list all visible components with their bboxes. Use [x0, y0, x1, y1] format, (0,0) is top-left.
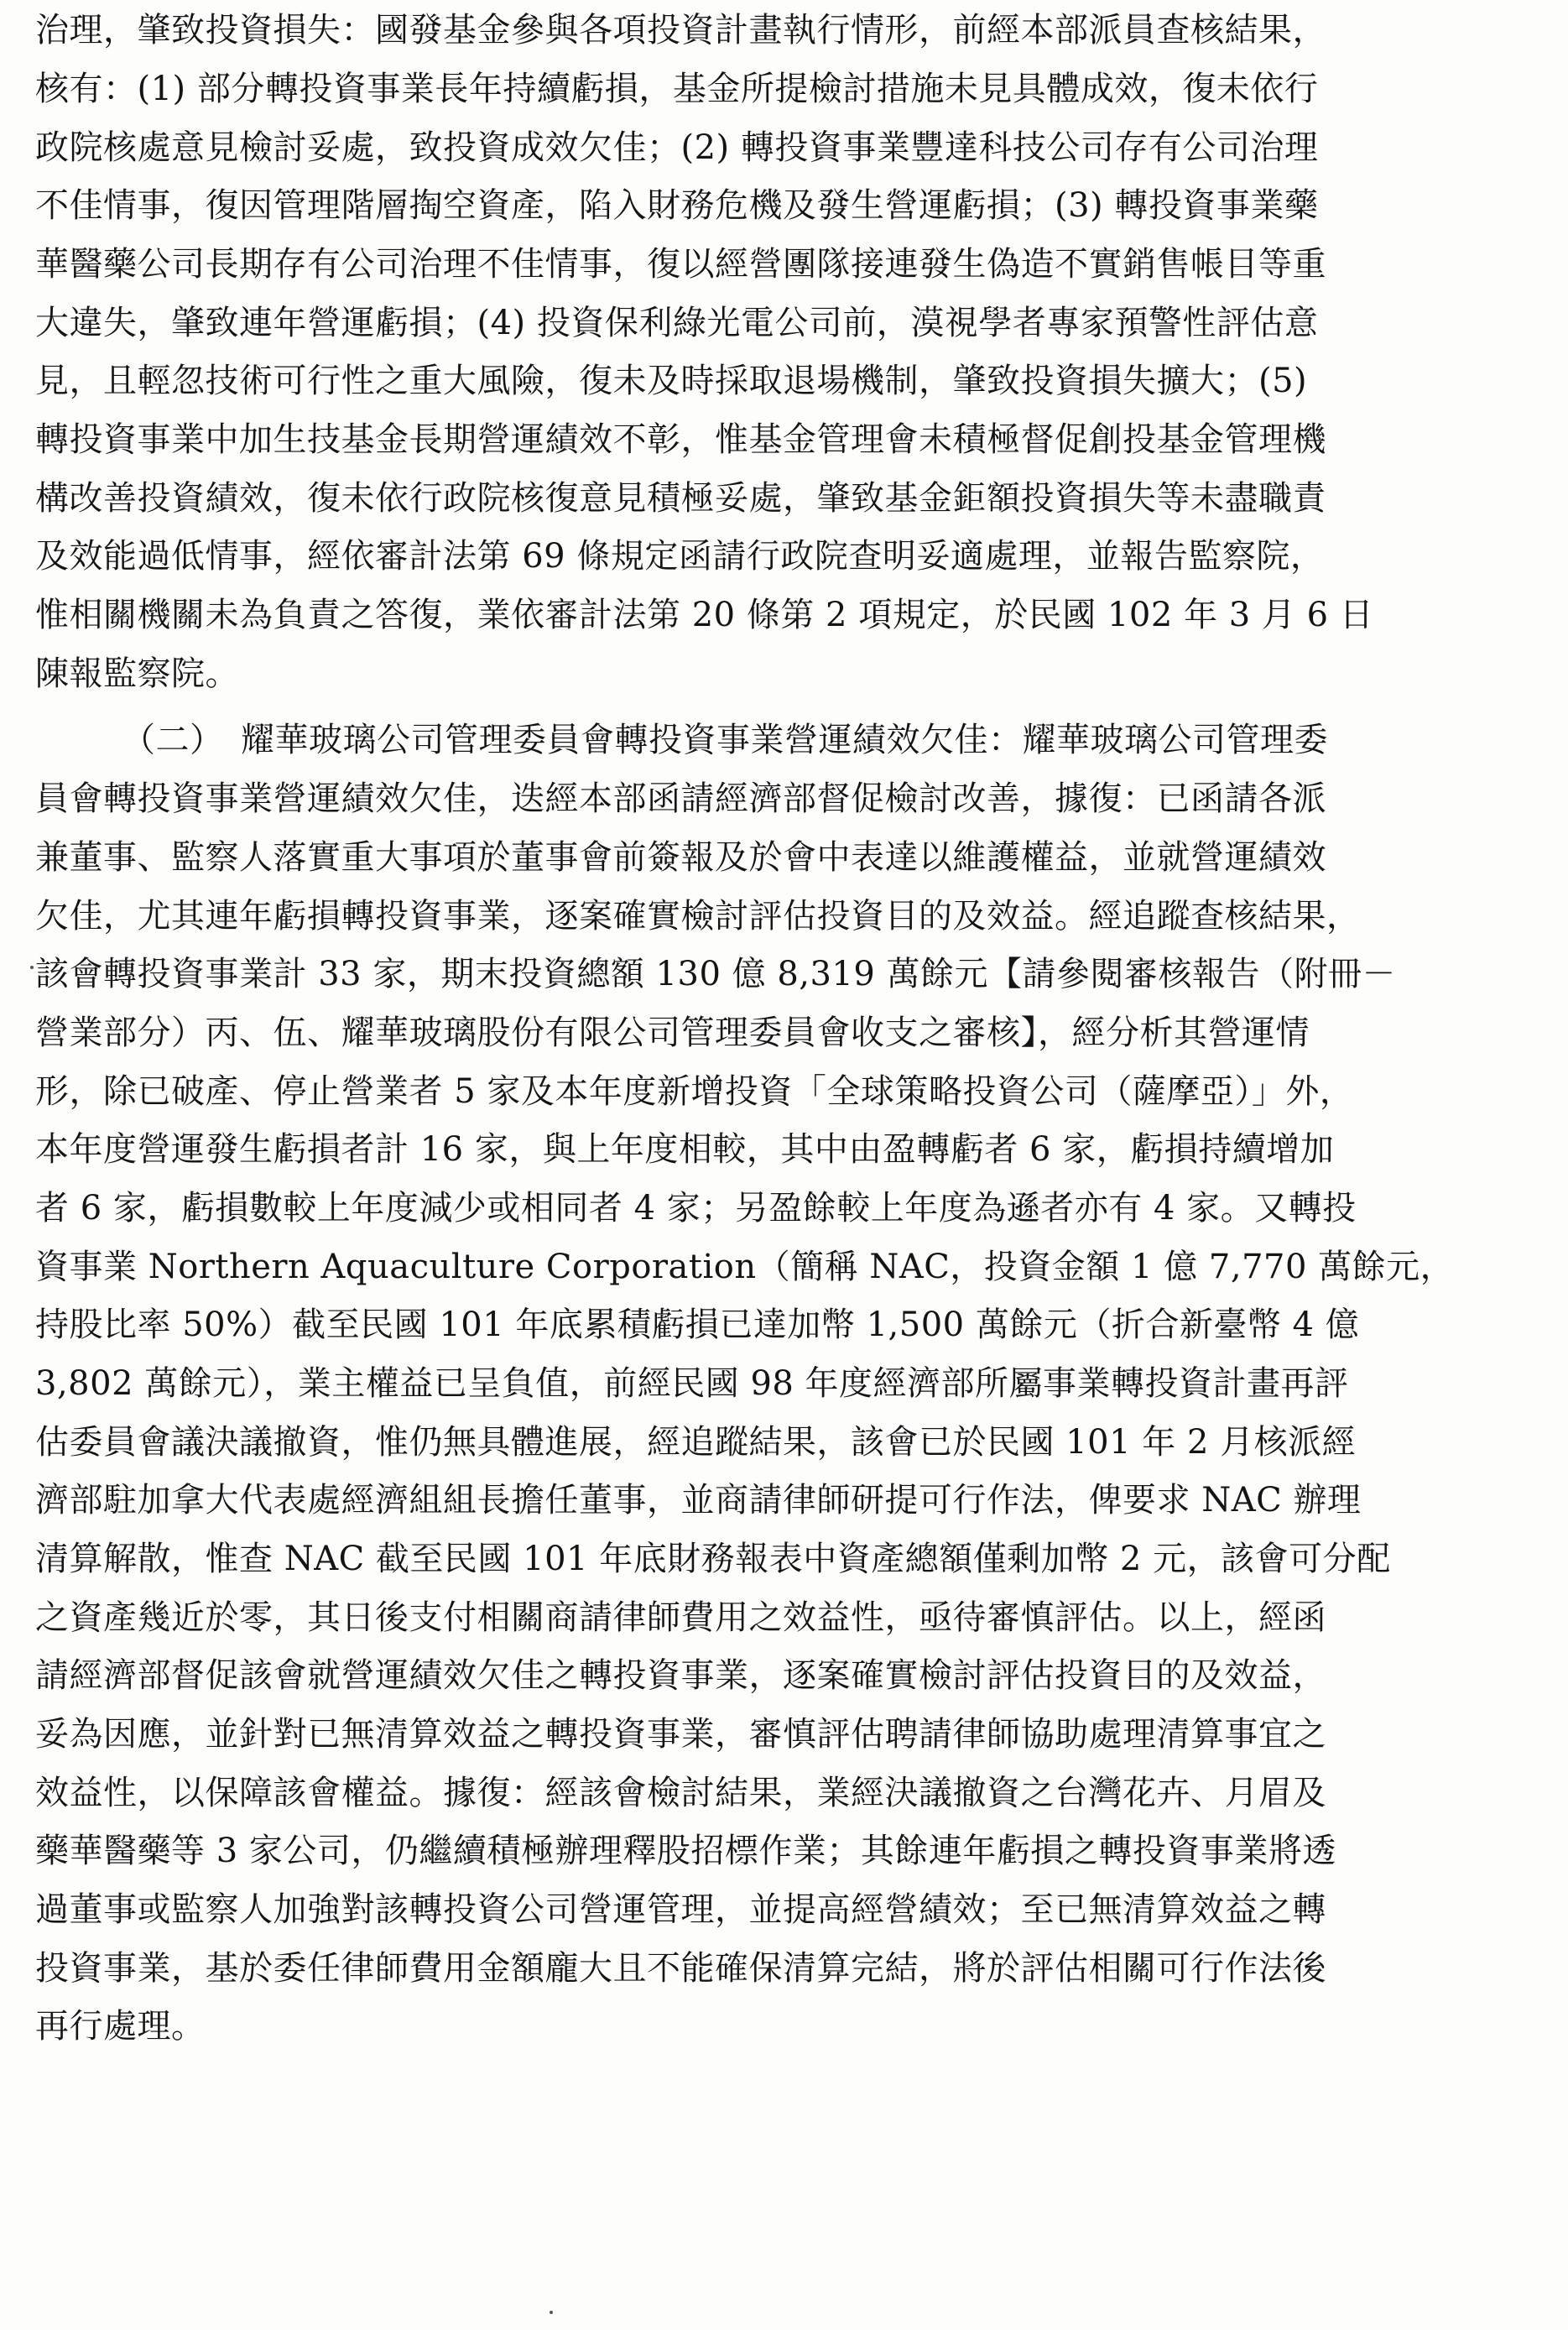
text-line: 效益性，以保障該會權益。據復：經該會檢討結果，業經決議撤資之台灣花卉、月眉及 [35, 1774, 1326, 1812]
text-line: 投資事業，基於委任律師費用金額龐大且不能確保清算完結，將於評估相關可行作法後 [35, 1949, 1326, 1988]
text-line: 持股比率 50%）截至民國 101 年底累積虧損已達加幣 1,500 萬餘元（折合新臺幣 4 億 [35, 1306, 1360, 1344]
text-line: 形，除已破產、停止營業者 5 家及本年度新增投資「全球策略投資公司（薩摩亞）」外， [35, 1072, 1354, 1111]
text-line: 營業部分）丙、伍、耀華玻璃股份有限公司管理委員會收支之審核】，經分析其營運情 [35, 1014, 1310, 1052]
text-line: 藥華醫藥等 3 家公司，仍繼續積極辦理釋股招標作業；其餘連年虧損之轉投資事業將透 [35, 1832, 1336, 1870]
text-line: 再行處理。 [35, 2007, 206, 2046]
text-line: 妥為因應，並針對已無清算效益之轉投資事業，審慎評估聘請律師協助處理清算事宜之 [35, 1715, 1326, 1754]
text-line: 過董事或監察人加強對該轉投資公司營運管理，並提高經營績效；至已無清算效益之轉 [35, 1890, 1326, 1929]
text-line: 轉投資事業中加生技基金長期營運績效不彰，惟基金管理會未積極督促創投基金管理機 [35, 420, 1326, 459]
text-line: 及效能過低情事，經依審計法第 69 條規定函請行政院查明妥適處理，並報告監察院， [35, 537, 1325, 576]
text-line: 見，且輕忽技術可行性之重大風險，復未及時採取退場機制，肇致投資損失擴大；(5) [35, 362, 1308, 400]
text-line: 本年度營運發生虧損者計 16 家，與上年度相較，其中由盈轉虧者 6 家，虧損持續增加 [35, 1130, 1335, 1169]
text-line: 華醫藥公司長期存有公司治理不佳情事，復以經營團隊接連發生偽造不實銷售帳目等重 [35, 245, 1326, 284]
text-line: 3,802 萬餘元），業主權益已呈負值，前經民國 98 年度經濟部所屬事業轉投資計畫再評 [35, 1364, 1349, 1403]
text-line: 陳報監察院。 [35, 654, 239, 693]
text-line: 兼董事、監察人落實重大事項於董事會前簽報及於會中表達以維護權益，並就營運績效 [35, 838, 1326, 877]
scan-speck [30, 966, 34, 969]
text-line: 大違失，肇致連年營運虧損；(4) 投資保利綠光電公司前，漠視學者專家預警性評估意 [35, 304, 1319, 342]
scan-speck [550, 2311, 553, 2314]
text-line: 濟部駐加拿大代表處經濟組組長擔任董事，並商請律師研提可行作法，俾要求 NAC 辦理 [35, 1481, 1362, 1519]
section-heading-line: （二） 耀華玻璃公司管理委員會轉投資事業營運績效欠佳：耀華玻璃公司管理委 [122, 721, 1328, 759]
text-line: 該會轉投資事業計 33 家，期末投資總額 130 億 8,319 萬餘元【請參閱審核報告（附冊－ [35, 955, 1397, 993]
text-line: 核有：(1) 部分轉投資事業長年持續虧損，基金所提檢討措施未見具體成效，復未依行 [35, 70, 1319, 108]
text-line: 者 6 家，虧損數較上年度減少或相同者 4 家；另盈餘較上年度為遜者亦有 4 家。又轉投 [35, 1189, 1357, 1228]
text-line: 員會轉投資事業營運績效欠佳，迭經本部函請經濟部督促檢討改善，據復：已函請各派 [35, 779, 1326, 818]
text-line: 請經濟部督促該會就營運績效欠佳之轉投資事業，逐案確實檢討評估投資目的及效益， [35, 1656, 1326, 1695]
text-line: 治理，肇致投資損失：國發基金參與各項投資計畫執行情形，前經本部派員查核結果， [35, 11, 1326, 50]
text-line: 估委員會議決議撤資，惟仍無具體進展，經追蹤結果，該會已於民國 101 年 2 月核派經 [35, 1423, 1357, 1462]
text-line: 構改善投資績效，復未依行政院核復意見積極妥處，肇致基金鉅額投資損失等未盡職責 [35, 479, 1326, 518]
text-line: 清算解散，惟查 NAC 截至民國 101 年底財務報表中資產總額僅剩加幣 2 元，該會可分配 [35, 1540, 1391, 1578]
text-line: 欠佳，尤其連年虧損轉投資事業，逐案確實檢討評估投資目的及效益。經追蹤查核結果， [35, 897, 1361, 936]
text-line: 惟相關機關未為負責之答復，業依審計法第 20 條第 2 項規定，於民國 102 年 3 月 6 日 [35, 596, 1374, 634]
text-line: 政院核處意見檢討妥處，致投資成效欠佳；(2) 轉投資事業豐達科技公司存有公司治理 [35, 128, 1319, 167]
text-line: 資事業 Northern Aquaculture Corporation（簡稱 NAC，投資金額 1 億 7,770 萬餘元， [35, 1248, 1455, 1286]
text-line: 之資產幾近於零，其日後支付相關商請律師費用之效益性，亟待審慎評估。以上，經函 [35, 1598, 1326, 1637]
text-line: 不佳情事，復因管理階層掏空資產，陷入財務危機及發生營運虧損；(3) 轉投資事業藥 [35, 186, 1319, 225]
